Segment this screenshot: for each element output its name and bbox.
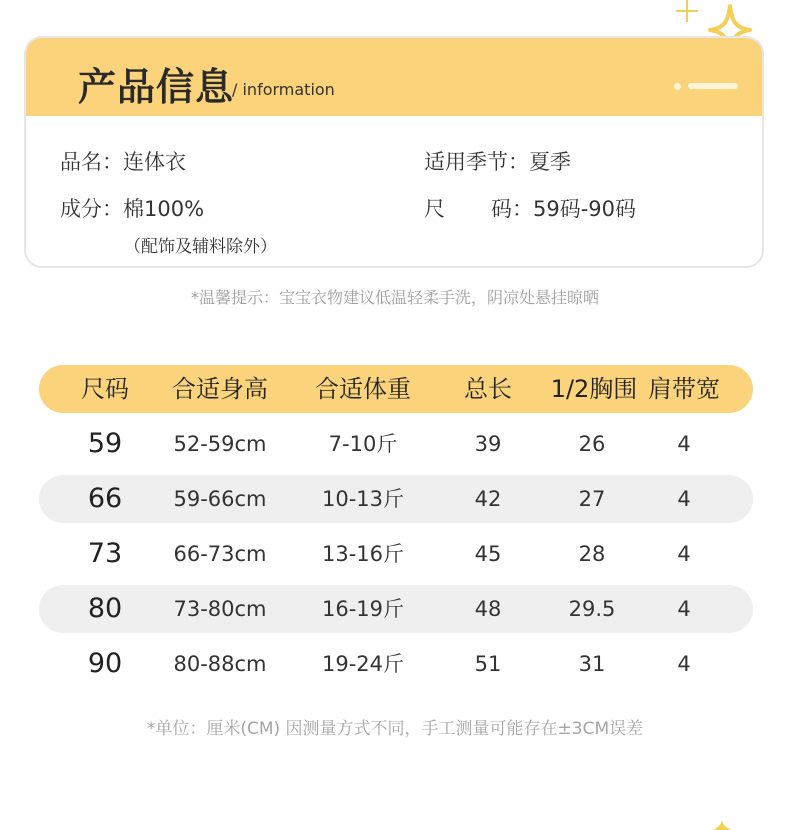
cell-half-chest: 31 — [578, 652, 606, 676]
product-name-value: 连体衣 — [123, 150, 186, 174]
header-weight: 合适体重 — [315, 375, 411, 403]
product-info-card — [24, 36, 764, 268]
product-name-field — [60, 146, 186, 176]
material-field — [60, 193, 204, 223]
cell-half-chest: 27 — [578, 487, 606, 511]
cell-length: 42 — [474, 487, 502, 511]
table-row — [39, 420, 753, 468]
header-strap-width: 肩带宽 — [648, 375, 720, 403]
cell-weight: 13-16斤 — [321, 542, 405, 566]
size-range-value: 59码-90码 — [533, 197, 637, 221]
cell-size: 80 — [87, 593, 123, 624]
cell-size: 90 — [87, 648, 123, 679]
cell-length: 48 — [474, 597, 502, 621]
cell-strap-width: 4 — [677, 597, 691, 621]
size-table — [39, 365, 753, 688]
cell-weight: 7-10斤 — [328, 432, 398, 456]
table-header — [39, 365, 753, 413]
cell-length: 51 — [474, 652, 502, 676]
header-dash-decoration — [688, 83, 738, 89]
cell-length: 39 — [474, 432, 502, 456]
header-half-chest: 1/2胸围 — [550, 375, 638, 403]
cell-size: 73 — [87, 538, 123, 569]
cell-strap-width: 4 — [677, 652, 691, 676]
sparkle-icon — [712, 820, 732, 830]
season-field — [424, 146, 571, 176]
material-value: 棉100% — [123, 197, 205, 221]
header-length: 总长 — [464, 375, 512, 403]
size-range-field — [424, 193, 636, 223]
cell-length: 45 — [474, 542, 502, 566]
cell-height: 73-80cm — [173, 597, 267, 621]
cell-half-chest: 28 — [578, 542, 606, 566]
header-size: 尺码 — [81, 375, 129, 403]
cell-height: 80-88cm — [173, 652, 267, 676]
unit-note: *单位：厘米(CM) 因测量方式不同，手工测量可能存在±3CM误差 — [146, 719, 644, 739]
table-row — [39, 640, 753, 688]
product-info-title: 产品信息 — [78, 65, 235, 109]
cell-strap-width: 4 — [677, 487, 691, 511]
product-info-header — [26, 38, 762, 116]
cell-half-chest: 29.5 — [568, 597, 616, 621]
cell-strap-width: 4 — [677, 542, 691, 566]
care-tip: *温馨提示：宝宝衣物建议低温轻柔手洗，阴凉处悬挂晾晒 — [190, 288, 599, 307]
cell-weight: 19-24斤 — [321, 652, 405, 676]
table-row — [39, 530, 753, 578]
cell-size: 59 — [87, 428, 123, 459]
season-value: 夏季 — [529, 150, 571, 174]
cell-height: 66-73cm — [173, 542, 267, 566]
cell-height: 52-59cm — [173, 432, 267, 456]
table-row — [39, 585, 753, 633]
cell-strap-width: 4 — [677, 432, 691, 456]
product-name-label: 品名： — [60, 150, 123, 174]
material-label: 成分： — [60, 197, 123, 221]
size-range-label-b: 码： — [491, 197, 533, 221]
size-range-label-a: 尺 — [424, 197, 445, 221]
table-row — [39, 475, 753, 523]
cell-weight: 10-13斤 — [321, 487, 405, 511]
material-note: （配饰及辅料除外） — [124, 237, 277, 257]
cell-half-chest: 26 — [578, 432, 606, 456]
product-info-subtitle: / information — [232, 80, 335, 99]
cell-size: 66 — [87, 483, 123, 514]
cell-weight: 16-19斤 — [321, 597, 405, 621]
cell-height: 59-66cm — [173, 487, 267, 511]
season-label: 适用季节： — [424, 150, 529, 174]
header-height: 合适身高 — [172, 375, 268, 403]
header-dot-decoration — [674, 83, 681, 90]
